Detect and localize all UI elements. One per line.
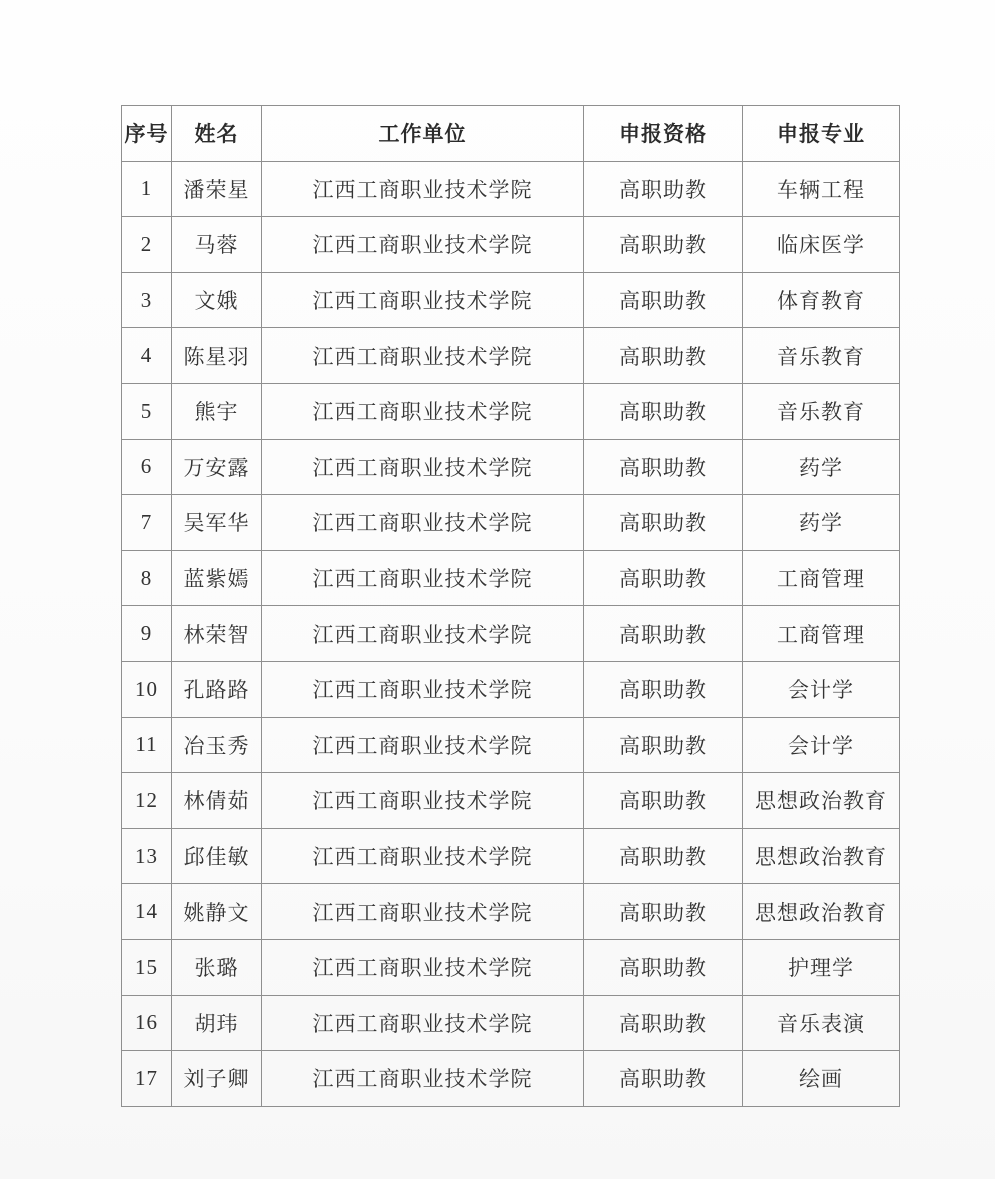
table-row	[122, 606, 900, 662]
table-row	[122, 439, 900, 495]
cell-unit: 江西工商职业技术学院	[262, 550, 584, 606]
cell-no: 8	[122, 550, 172, 606]
header-unit: 工作单位	[262, 106, 584, 162]
cell-major: 思想政治教育	[743, 828, 900, 884]
cell-major: 音乐表演	[743, 995, 900, 1051]
table-row	[122, 1051, 900, 1107]
cell-unit: 江西工商职业技术学院	[262, 439, 584, 495]
cell-no: 10	[122, 661, 172, 717]
table-row	[122, 717, 900, 773]
cell-unit: 江西工商职业技术学院	[262, 383, 584, 439]
table-row	[122, 495, 900, 551]
cell-qualification: 高职助教	[584, 939, 743, 995]
cell-no: 5	[122, 383, 172, 439]
cell-major: 思想政治教育	[743, 773, 900, 829]
header-qualification: 申报资格	[584, 106, 743, 162]
cell-major: 音乐教育	[743, 328, 900, 384]
cell-qualification: 高职助教	[584, 828, 743, 884]
cell-name: 孔路路	[172, 661, 262, 717]
table-row	[122, 939, 900, 995]
cell-unit: 江西工商职业技术学院	[262, 939, 584, 995]
cell-major: 工商管理	[743, 550, 900, 606]
cell-qualification: 高职助教	[584, 328, 743, 384]
cell-qualification: 高职助教	[584, 995, 743, 1051]
cell-no: 13	[122, 828, 172, 884]
cell-unit: 江西工商职业技术学院	[262, 606, 584, 662]
cell-no: 6	[122, 439, 172, 495]
cell-major: 会计学	[743, 661, 900, 717]
cell-no: 14	[122, 884, 172, 940]
table-row	[122, 161, 900, 217]
cell-unit: 江西工商职业技术学院	[262, 884, 584, 940]
header-name: 姓名	[172, 106, 262, 162]
cell-major: 会计学	[743, 717, 900, 773]
cell-major: 护理学	[743, 939, 900, 995]
cell-qualification: 高职助教	[584, 606, 743, 662]
table-row	[122, 661, 900, 717]
table-header-row	[122, 106, 900, 162]
cell-qualification: 高职助教	[584, 717, 743, 773]
cell-no: 2	[122, 217, 172, 273]
cell-unit: 江西工商职业技术学院	[262, 495, 584, 551]
cell-major: 思想政治教育	[743, 884, 900, 940]
cell-major: 临床医学	[743, 217, 900, 273]
cell-unit: 江西工商职业技术学院	[262, 661, 584, 717]
cell-no: 4	[122, 328, 172, 384]
cell-unit: 江西工商职业技术学院	[262, 272, 584, 328]
cell-qualification: 高职助教	[584, 884, 743, 940]
cell-no: 11	[122, 717, 172, 773]
cell-unit: 江西工商职业技术学院	[262, 717, 584, 773]
cell-name: 林荣智	[172, 606, 262, 662]
cell-no: 15	[122, 939, 172, 995]
applicant-table	[121, 105, 900, 1107]
table-row	[122, 550, 900, 606]
cell-qualification: 高职助教	[584, 383, 743, 439]
cell-qualification: 高职助教	[584, 773, 743, 829]
cell-name: 万安露	[172, 439, 262, 495]
cell-major: 音乐教育	[743, 383, 900, 439]
cell-qualification: 高职助教	[584, 1051, 743, 1107]
cell-name: 熊宇	[172, 383, 262, 439]
table-row	[122, 995, 900, 1051]
cell-name: 吴军华	[172, 495, 262, 551]
cell-name: 姚静文	[172, 884, 262, 940]
cell-no: 3	[122, 272, 172, 328]
cell-no: 12	[122, 773, 172, 829]
cell-major: 绘画	[743, 1051, 900, 1107]
cell-name: 陈星羽	[172, 328, 262, 384]
cell-name: 邱佳敏	[172, 828, 262, 884]
cell-name: 张璐	[172, 939, 262, 995]
cell-name: 冶玉秀	[172, 717, 262, 773]
cell-qualification: 高职助教	[584, 550, 743, 606]
header-major: 申报专业	[743, 106, 900, 162]
table-row	[122, 884, 900, 940]
cell-qualification: 高职助教	[584, 161, 743, 217]
cell-qualification: 高职助教	[584, 217, 743, 273]
cell-major: 车辆工程	[743, 161, 900, 217]
cell-unit: 江西工商职业技术学院	[262, 773, 584, 829]
cell-unit: 江西工商职业技术学院	[262, 1051, 584, 1107]
header-no: 序号	[122, 106, 172, 162]
cell-major: 药学	[743, 495, 900, 551]
cell-qualification: 高职助教	[584, 495, 743, 551]
table-row	[122, 383, 900, 439]
cell-unit: 江西工商职业技术学院	[262, 217, 584, 273]
cell-name: 马蓉	[172, 217, 262, 273]
cell-qualification: 高职助教	[584, 439, 743, 495]
cell-name: 刘子卿	[172, 1051, 262, 1107]
cell-qualification: 高职助教	[584, 272, 743, 328]
cell-unit: 江西工商职业技术学院	[262, 161, 584, 217]
cell-no: 7	[122, 495, 172, 551]
cell-unit: 江西工商职业技术学院	[262, 828, 584, 884]
cell-major: 药学	[743, 439, 900, 495]
cell-no: 17	[122, 1051, 172, 1107]
table-row	[122, 328, 900, 384]
table-row	[122, 773, 900, 829]
cell-name: 潘荣星	[172, 161, 262, 217]
cell-name: 蓝紫嫣	[172, 550, 262, 606]
cell-no: 9	[122, 606, 172, 662]
table-body	[122, 161, 900, 1106]
table-row	[122, 272, 900, 328]
cell-major: 工商管理	[743, 606, 900, 662]
cell-name: 胡玮	[172, 995, 262, 1051]
cell-name: 林倩茹	[172, 773, 262, 829]
cell-unit: 江西工商职业技术学院	[262, 328, 584, 384]
cell-unit: 江西工商职业技术学院	[262, 995, 584, 1051]
cell-no: 1	[122, 161, 172, 217]
cell-name: 文娥	[172, 272, 262, 328]
cell-no: 16	[122, 995, 172, 1051]
table-row	[122, 217, 900, 273]
cell-qualification: 高职助教	[584, 661, 743, 717]
table-row	[122, 828, 900, 884]
cell-major: 体育教育	[743, 272, 900, 328]
